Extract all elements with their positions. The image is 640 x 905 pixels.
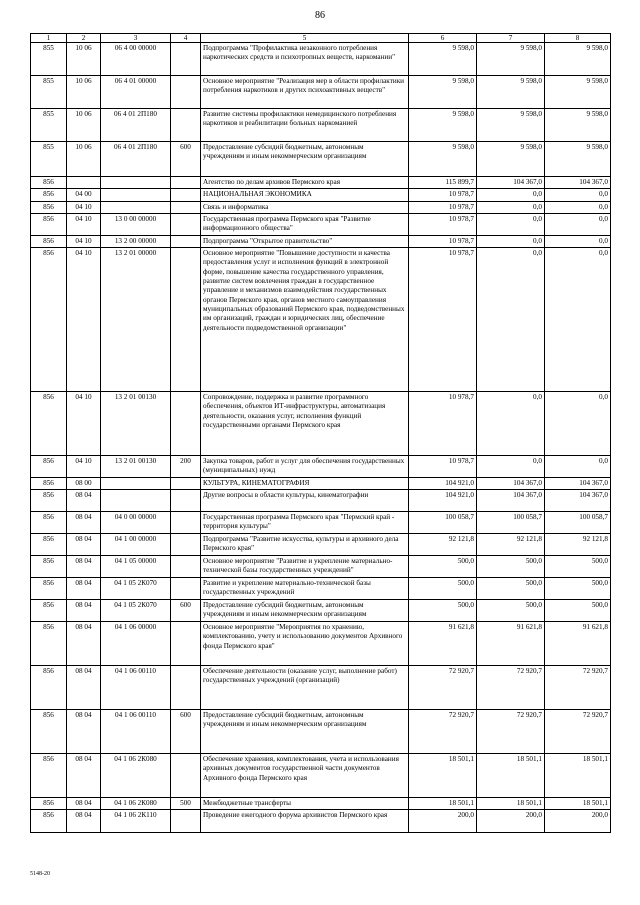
cell-c8: 18 501,1 bbox=[545, 754, 611, 798]
cell-c4 bbox=[171, 512, 201, 534]
cell-c8: 0,0 bbox=[545, 201, 611, 213]
cell-c5: Связь и информатика bbox=[201, 201, 409, 213]
cell-c8: 9 598,0 bbox=[545, 109, 611, 142]
cell-c5: Государственная программа Пермского края "Пермский край - территория культуры" bbox=[201, 512, 409, 534]
cell-c7: 72 920,7 bbox=[477, 666, 545, 710]
cell-c2: 10 06 bbox=[67, 142, 101, 177]
table-row bbox=[31, 556, 611, 578]
table-row bbox=[31, 142, 611, 177]
cell-c3 bbox=[101, 477, 171, 489]
cell-c8: 72 920,7 bbox=[545, 710, 611, 754]
cell-c2: 08 04 bbox=[67, 622, 101, 666]
cell-c3: 04 0 00 00000 bbox=[101, 512, 171, 534]
cell-c3: 13 0 00 00000 bbox=[101, 213, 171, 235]
table-body bbox=[31, 34, 611, 833]
cell-c2: 08 04 bbox=[67, 666, 101, 710]
cell-c8: 100 058,7 bbox=[545, 512, 611, 534]
cell-c6: 72 920,7 bbox=[409, 666, 477, 710]
table-row bbox=[31, 512, 611, 534]
header-row bbox=[31, 34, 611, 43]
cell-c7: 0,0 bbox=[477, 248, 545, 392]
cell-c7: 500,0 bbox=[477, 556, 545, 578]
cell-c5: Сопровождение, поддержка и развитие программного обеспечения, объектов ИТ-инфраструктуры, автоматизация деятельности, оказания услуг, исполнения функций государственными органами Пермского края bbox=[201, 392, 409, 456]
cell-c1: 856 bbox=[31, 710, 67, 754]
cell-c5: Развитие системы профилактики немедицинского потребления наркотиков и реабилитации больных наркоманией bbox=[201, 109, 409, 142]
cell-c2 bbox=[67, 177, 101, 189]
cell-c3: 04 1 06 2К080 bbox=[101, 754, 171, 798]
cell-c7: 0,0 bbox=[477, 201, 545, 213]
cell-c7: 0,0 bbox=[477, 392, 545, 456]
cell-c8: 72 920,7 bbox=[545, 666, 611, 710]
cell-c6: 10 978,7 bbox=[409, 201, 477, 213]
cell-c2: 08 04 bbox=[67, 754, 101, 798]
cell-c8: 9 598,0 bbox=[545, 142, 611, 177]
table-row bbox=[31, 666, 611, 710]
cell-c7: 0,0 bbox=[477, 213, 545, 235]
cell-c6: 10 978,7 bbox=[409, 248, 477, 392]
cell-c8: 91 621,8 bbox=[545, 622, 611, 666]
budget-table bbox=[30, 33, 611, 833]
cell-c7: 104 367,0 bbox=[477, 490, 545, 512]
table-row bbox=[31, 456, 611, 478]
cell-c4 bbox=[171, 622, 201, 666]
cell-c8: 500,0 bbox=[545, 556, 611, 578]
cell-c3: 04 1 06 00000 bbox=[101, 622, 171, 666]
cell-c3: 04 1 05 2К070 bbox=[101, 600, 171, 622]
cell-c2: 04 10 bbox=[67, 235, 101, 247]
cell-c7: 104 367,0 bbox=[477, 477, 545, 489]
cell-c8: 500,0 bbox=[545, 578, 611, 600]
cell-c7: 18 501,1 bbox=[477, 798, 545, 810]
cell-c6: 92 121,8 bbox=[409, 534, 477, 556]
cell-c6: 200,0 bbox=[409, 810, 477, 833]
cell-c6: 10 978,7 bbox=[409, 392, 477, 456]
cell-c3: 04 1 06 00110 bbox=[101, 666, 171, 710]
cell-c7: 72 920,7 bbox=[477, 710, 545, 754]
cell-c1: 856 bbox=[31, 666, 67, 710]
cell-c6: 9 598,0 bbox=[409, 142, 477, 177]
cell-c2: 08 04 bbox=[67, 578, 101, 600]
header-cell: 8 bbox=[545, 34, 611, 43]
cell-c4 bbox=[171, 177, 201, 189]
cell-c3: 13 2 01 00130 bbox=[101, 456, 171, 478]
cell-c5: Развитие и укрепление материально-технической базы государственных учреждений bbox=[201, 578, 409, 600]
cell-c3: 13 2 01 00000 bbox=[101, 248, 171, 392]
cell-c1: 856 bbox=[31, 177, 67, 189]
cell-c7: 9 598,0 bbox=[477, 43, 545, 76]
table-row bbox=[31, 490, 611, 512]
cell-c6: 104 921,0 bbox=[409, 477, 477, 489]
cell-c1: 855 bbox=[31, 142, 67, 177]
cell-c6: 10 978,7 bbox=[409, 235, 477, 247]
cell-c2: 04 10 bbox=[67, 392, 101, 456]
cell-c6: 9 598,0 bbox=[409, 109, 477, 142]
cell-c7: 500,0 bbox=[477, 600, 545, 622]
cell-c3: 04 1 06 2К110 bbox=[101, 810, 171, 833]
cell-c3: 13 2 01 00130 bbox=[101, 392, 171, 456]
cell-c6: 9 598,0 bbox=[409, 76, 477, 109]
cell-c1: 855 bbox=[31, 109, 67, 142]
cell-c1: 856 bbox=[31, 456, 67, 478]
cell-c6: 115 899,7 bbox=[409, 177, 477, 189]
header-cell: 3 bbox=[101, 34, 171, 43]
cell-c7: 0,0 bbox=[477, 456, 545, 478]
header-cell: 7 bbox=[477, 34, 545, 43]
cell-c1: 856 bbox=[31, 556, 67, 578]
cell-c6: 18 501,1 bbox=[409, 754, 477, 798]
cell-c1: 856 bbox=[31, 235, 67, 247]
cell-c3: 04 1 05 2К070 bbox=[101, 578, 171, 600]
table-row bbox=[31, 600, 611, 622]
cell-c2: 08 04 bbox=[67, 798, 101, 810]
cell-c1: 856 bbox=[31, 392, 67, 456]
cell-c3 bbox=[101, 490, 171, 512]
cell-c3: 06 4 01 2П180 bbox=[101, 109, 171, 142]
cell-c7: 0,0 bbox=[477, 235, 545, 247]
cell-c2: 10 06 bbox=[67, 43, 101, 76]
table-row bbox=[31, 622, 611, 666]
cell-c4 bbox=[171, 490, 201, 512]
header-cell: 1 bbox=[31, 34, 67, 43]
cell-c5: Проведение ежегодного форума архивистов Пермского края bbox=[201, 810, 409, 833]
cell-c5: Закупка товаров, работ и услуг для обеспечения государственных (муниципальных) нужд bbox=[201, 456, 409, 478]
cell-c1: 856 bbox=[31, 512, 67, 534]
cell-c1: 856 bbox=[31, 201, 67, 213]
cell-c5: НАЦИОНАЛЬНАЯ ЭКОНОМИКА bbox=[201, 189, 409, 201]
cell-c2: 08 04 bbox=[67, 600, 101, 622]
cell-c7: 92 121,8 bbox=[477, 534, 545, 556]
cell-c1: 856 bbox=[31, 213, 67, 235]
cell-c6: 500,0 bbox=[409, 600, 477, 622]
table-row bbox=[31, 109, 611, 142]
cell-c7: 500,0 bbox=[477, 578, 545, 600]
cell-c2: 08 04 bbox=[67, 490, 101, 512]
cell-c4 bbox=[171, 43, 201, 76]
cell-c4 bbox=[171, 754, 201, 798]
cell-c3: 13 2 00 00000 bbox=[101, 235, 171, 247]
cell-c4: 500 bbox=[171, 798, 201, 810]
cell-c1: 856 bbox=[31, 810, 67, 833]
cell-c7: 104 367,0 bbox=[477, 177, 545, 189]
cell-c6: 72 920,7 bbox=[409, 710, 477, 754]
cell-c5: Агентство по делам архивов Пермского края bbox=[201, 177, 409, 189]
cell-c8: 0,0 bbox=[545, 235, 611, 247]
cell-c1: 856 bbox=[31, 754, 67, 798]
cell-c1: 856 bbox=[31, 798, 67, 810]
cell-c6: 91 621,8 bbox=[409, 622, 477, 666]
cell-c1: 856 bbox=[31, 248, 67, 392]
footer-code: 5148-20 bbox=[30, 871, 50, 877]
cell-c8: 0,0 bbox=[545, 213, 611, 235]
cell-c3: 04 1 05 00000 bbox=[101, 556, 171, 578]
cell-c1: 855 bbox=[31, 43, 67, 76]
table-row bbox=[31, 248, 611, 392]
cell-c6: 9 598,0 bbox=[409, 43, 477, 76]
cell-c5: Государственная программа Пермского края "Развитие информационного общества" bbox=[201, 213, 409, 235]
cell-c3: 04 1 06 2К080 bbox=[101, 798, 171, 810]
cell-c6: 500,0 bbox=[409, 578, 477, 600]
cell-c2: 04 10 bbox=[67, 201, 101, 213]
cell-c3: 06 4 00 00000 bbox=[101, 43, 171, 76]
cell-c4 bbox=[171, 666, 201, 710]
cell-c4 bbox=[171, 534, 201, 556]
table-row bbox=[31, 213, 611, 235]
cell-c1: 856 bbox=[31, 578, 67, 600]
cell-c8: 0,0 bbox=[545, 248, 611, 392]
cell-c2: 10 06 bbox=[67, 109, 101, 142]
cell-c5: Предоставление субсидий бюджетным, автономным учреждениям и иным некоммерческим организациям bbox=[201, 710, 409, 754]
cell-c2: 08 04 bbox=[67, 710, 101, 754]
cell-c7: 0,0 bbox=[477, 189, 545, 201]
cell-c1: 856 bbox=[31, 477, 67, 489]
header-cell: 6 bbox=[409, 34, 477, 43]
cell-c2: 04 10 bbox=[67, 248, 101, 392]
table-row bbox=[31, 477, 611, 489]
cell-c7: 91 621,8 bbox=[477, 622, 545, 666]
page-number: 86 bbox=[315, 10, 325, 21]
cell-c2: 08 04 bbox=[67, 534, 101, 556]
cell-c7: 9 598,0 bbox=[477, 76, 545, 109]
cell-c6: 10 978,7 bbox=[409, 213, 477, 235]
cell-c5: Основное мероприятие "Повышение доступности и качества предоставления услуг и исполнения функций в электронной форме, повышение качества государственного управления, развитие систем вовлечения граждан в государственное управление и механизмов взаимодействия государственных органов Пермского края, органов местного самоуправления муниципальных образований Пермского края, подведомственных им организаций, граждан и юридических лиц, обеспечение деятельности подведомственной организации" bbox=[201, 248, 409, 392]
cell-c4 bbox=[171, 578, 201, 600]
cell-c8: 92 121,8 bbox=[545, 534, 611, 556]
cell-c3 bbox=[101, 201, 171, 213]
cell-c7: 18 501,1 bbox=[477, 754, 545, 798]
cell-c6: 10 978,7 bbox=[409, 456, 477, 478]
cell-c8: 18 501,1 bbox=[545, 798, 611, 810]
cell-c2: 08 04 bbox=[67, 512, 101, 534]
cell-c4: 200 bbox=[171, 456, 201, 478]
table-row bbox=[31, 810, 611, 833]
cell-c5: КУЛЬТУРА, КИНЕМАТОГРАФИЯ bbox=[201, 477, 409, 489]
cell-c6: 100 058,7 bbox=[409, 512, 477, 534]
cell-c8: 200,0 bbox=[545, 810, 611, 833]
cell-c6: 104 921,0 bbox=[409, 490, 477, 512]
cell-c4 bbox=[171, 810, 201, 833]
cell-c2: 10 06 bbox=[67, 76, 101, 109]
cell-c8: 0,0 bbox=[545, 456, 611, 478]
cell-c5: Подпрограмма "Открытое правительство" bbox=[201, 235, 409, 247]
cell-c4 bbox=[171, 477, 201, 489]
table-row bbox=[31, 235, 611, 247]
cell-c4 bbox=[171, 248, 201, 392]
cell-c4 bbox=[171, 235, 201, 247]
cell-c5: Основное мероприятие "Реализация мер в области профилактики потребления наркотиков и других психоактивных веществ" bbox=[201, 76, 409, 109]
cell-c4 bbox=[171, 109, 201, 142]
cell-c3: 06 4 01 2П180 bbox=[101, 142, 171, 177]
cell-c3: 06 4 01 00000 bbox=[101, 76, 171, 109]
table-row bbox=[31, 798, 611, 810]
table-row bbox=[31, 189, 611, 201]
cell-c8: 0,0 bbox=[545, 392, 611, 456]
cell-c5: Обеспечение хранения, комплектования, учета и использования архивных документов государственной части документов Архивного фонда Пермского края bbox=[201, 754, 409, 798]
cell-c2: 08 04 bbox=[67, 810, 101, 833]
cell-c2: 04 10 bbox=[67, 456, 101, 478]
header-cell: 2 bbox=[67, 34, 101, 43]
cell-c5: Предоставление субсидий бюджетным, автономным учреждениям и иным некоммерческим организациям bbox=[201, 600, 409, 622]
cell-c5: Предоставление субсидий бюджетным, автономным учреждениям и иным некоммерческим организациям bbox=[201, 142, 409, 177]
header-cell: 5 bbox=[201, 34, 409, 43]
table-row bbox=[31, 43, 611, 76]
cell-c8: 104 367,0 bbox=[545, 490, 611, 512]
cell-c4 bbox=[171, 556, 201, 578]
cell-c6: 500,0 bbox=[409, 556, 477, 578]
table-row bbox=[31, 177, 611, 189]
cell-c7: 9 598,0 bbox=[477, 109, 545, 142]
cell-c7: 200,0 bbox=[477, 810, 545, 833]
cell-c2: 04 10 bbox=[67, 213, 101, 235]
table-row bbox=[31, 754, 611, 798]
cell-c5: Подпрограмма "Развитие искусства, культуры и архивного дела Пермского края" bbox=[201, 534, 409, 556]
cell-c4: 600 bbox=[171, 600, 201, 622]
table-row bbox=[31, 201, 611, 213]
cell-c4 bbox=[171, 76, 201, 109]
cell-c8: 0,0 bbox=[545, 189, 611, 201]
cell-c1: 856 bbox=[31, 189, 67, 201]
cell-c5: Подпрограмма "Профилактика незаконного потребления наркотических средств и психотропных веществ, наркомании" bbox=[201, 43, 409, 76]
cell-c1: 856 bbox=[31, 622, 67, 666]
cell-c8: 104 367,0 bbox=[545, 177, 611, 189]
header-cell: 4 bbox=[171, 34, 201, 43]
cell-c2: 08 00 bbox=[67, 477, 101, 489]
table-row bbox=[31, 76, 611, 109]
cell-c4 bbox=[171, 213, 201, 235]
cell-c3 bbox=[101, 189, 171, 201]
table-row bbox=[31, 710, 611, 754]
cell-c8: 500,0 bbox=[545, 600, 611, 622]
cell-c3: 04 1 06 00110 bbox=[101, 710, 171, 754]
cell-c1: 856 bbox=[31, 534, 67, 556]
cell-c4 bbox=[171, 392, 201, 456]
cell-c5: Обеспечение деятельности (оказание услуг, выполнение работ) государственных учреждений (организаций) bbox=[201, 666, 409, 710]
cell-c1: 855 bbox=[31, 76, 67, 109]
cell-c4: 600 bbox=[171, 710, 201, 754]
cell-c8: 9 598,0 bbox=[545, 76, 611, 109]
cell-c8: 9 598,0 bbox=[545, 43, 611, 76]
cell-c7: 100 058,7 bbox=[477, 512, 545, 534]
cell-c1: 856 bbox=[31, 600, 67, 622]
cell-c7: 9 598,0 bbox=[477, 142, 545, 177]
cell-c8: 104 367,0 bbox=[545, 477, 611, 489]
table-row bbox=[31, 392, 611, 456]
cell-c6: 18 501,1 bbox=[409, 798, 477, 810]
cell-c4: 600 bbox=[171, 142, 201, 177]
cell-c4 bbox=[171, 189, 201, 201]
cell-c5: Основное мероприятие "Мероприятия по хранению, комплектованию, учету и использованию документов Архивного фонда Пермского края" bbox=[201, 622, 409, 666]
cell-c6: 10 978,7 bbox=[409, 189, 477, 201]
cell-c5: Межбюджетные трансферты bbox=[201, 798, 409, 810]
table-row bbox=[31, 578, 611, 600]
cell-c2: 04 00 bbox=[67, 189, 101, 201]
cell-c3: 04 1 00 00000 bbox=[101, 534, 171, 556]
cell-c1: 856 bbox=[31, 490, 67, 512]
cell-c5: Основное мероприятие "Развитие и укрепление материально-технической базы государственных учреждений" bbox=[201, 556, 409, 578]
cell-c5: Другие вопросы в области культуры, кинематографии bbox=[201, 490, 409, 512]
table-row bbox=[31, 534, 611, 556]
cell-c3 bbox=[101, 177, 171, 189]
cell-c2: 08 04 bbox=[67, 556, 101, 578]
cell-c4 bbox=[171, 201, 201, 213]
